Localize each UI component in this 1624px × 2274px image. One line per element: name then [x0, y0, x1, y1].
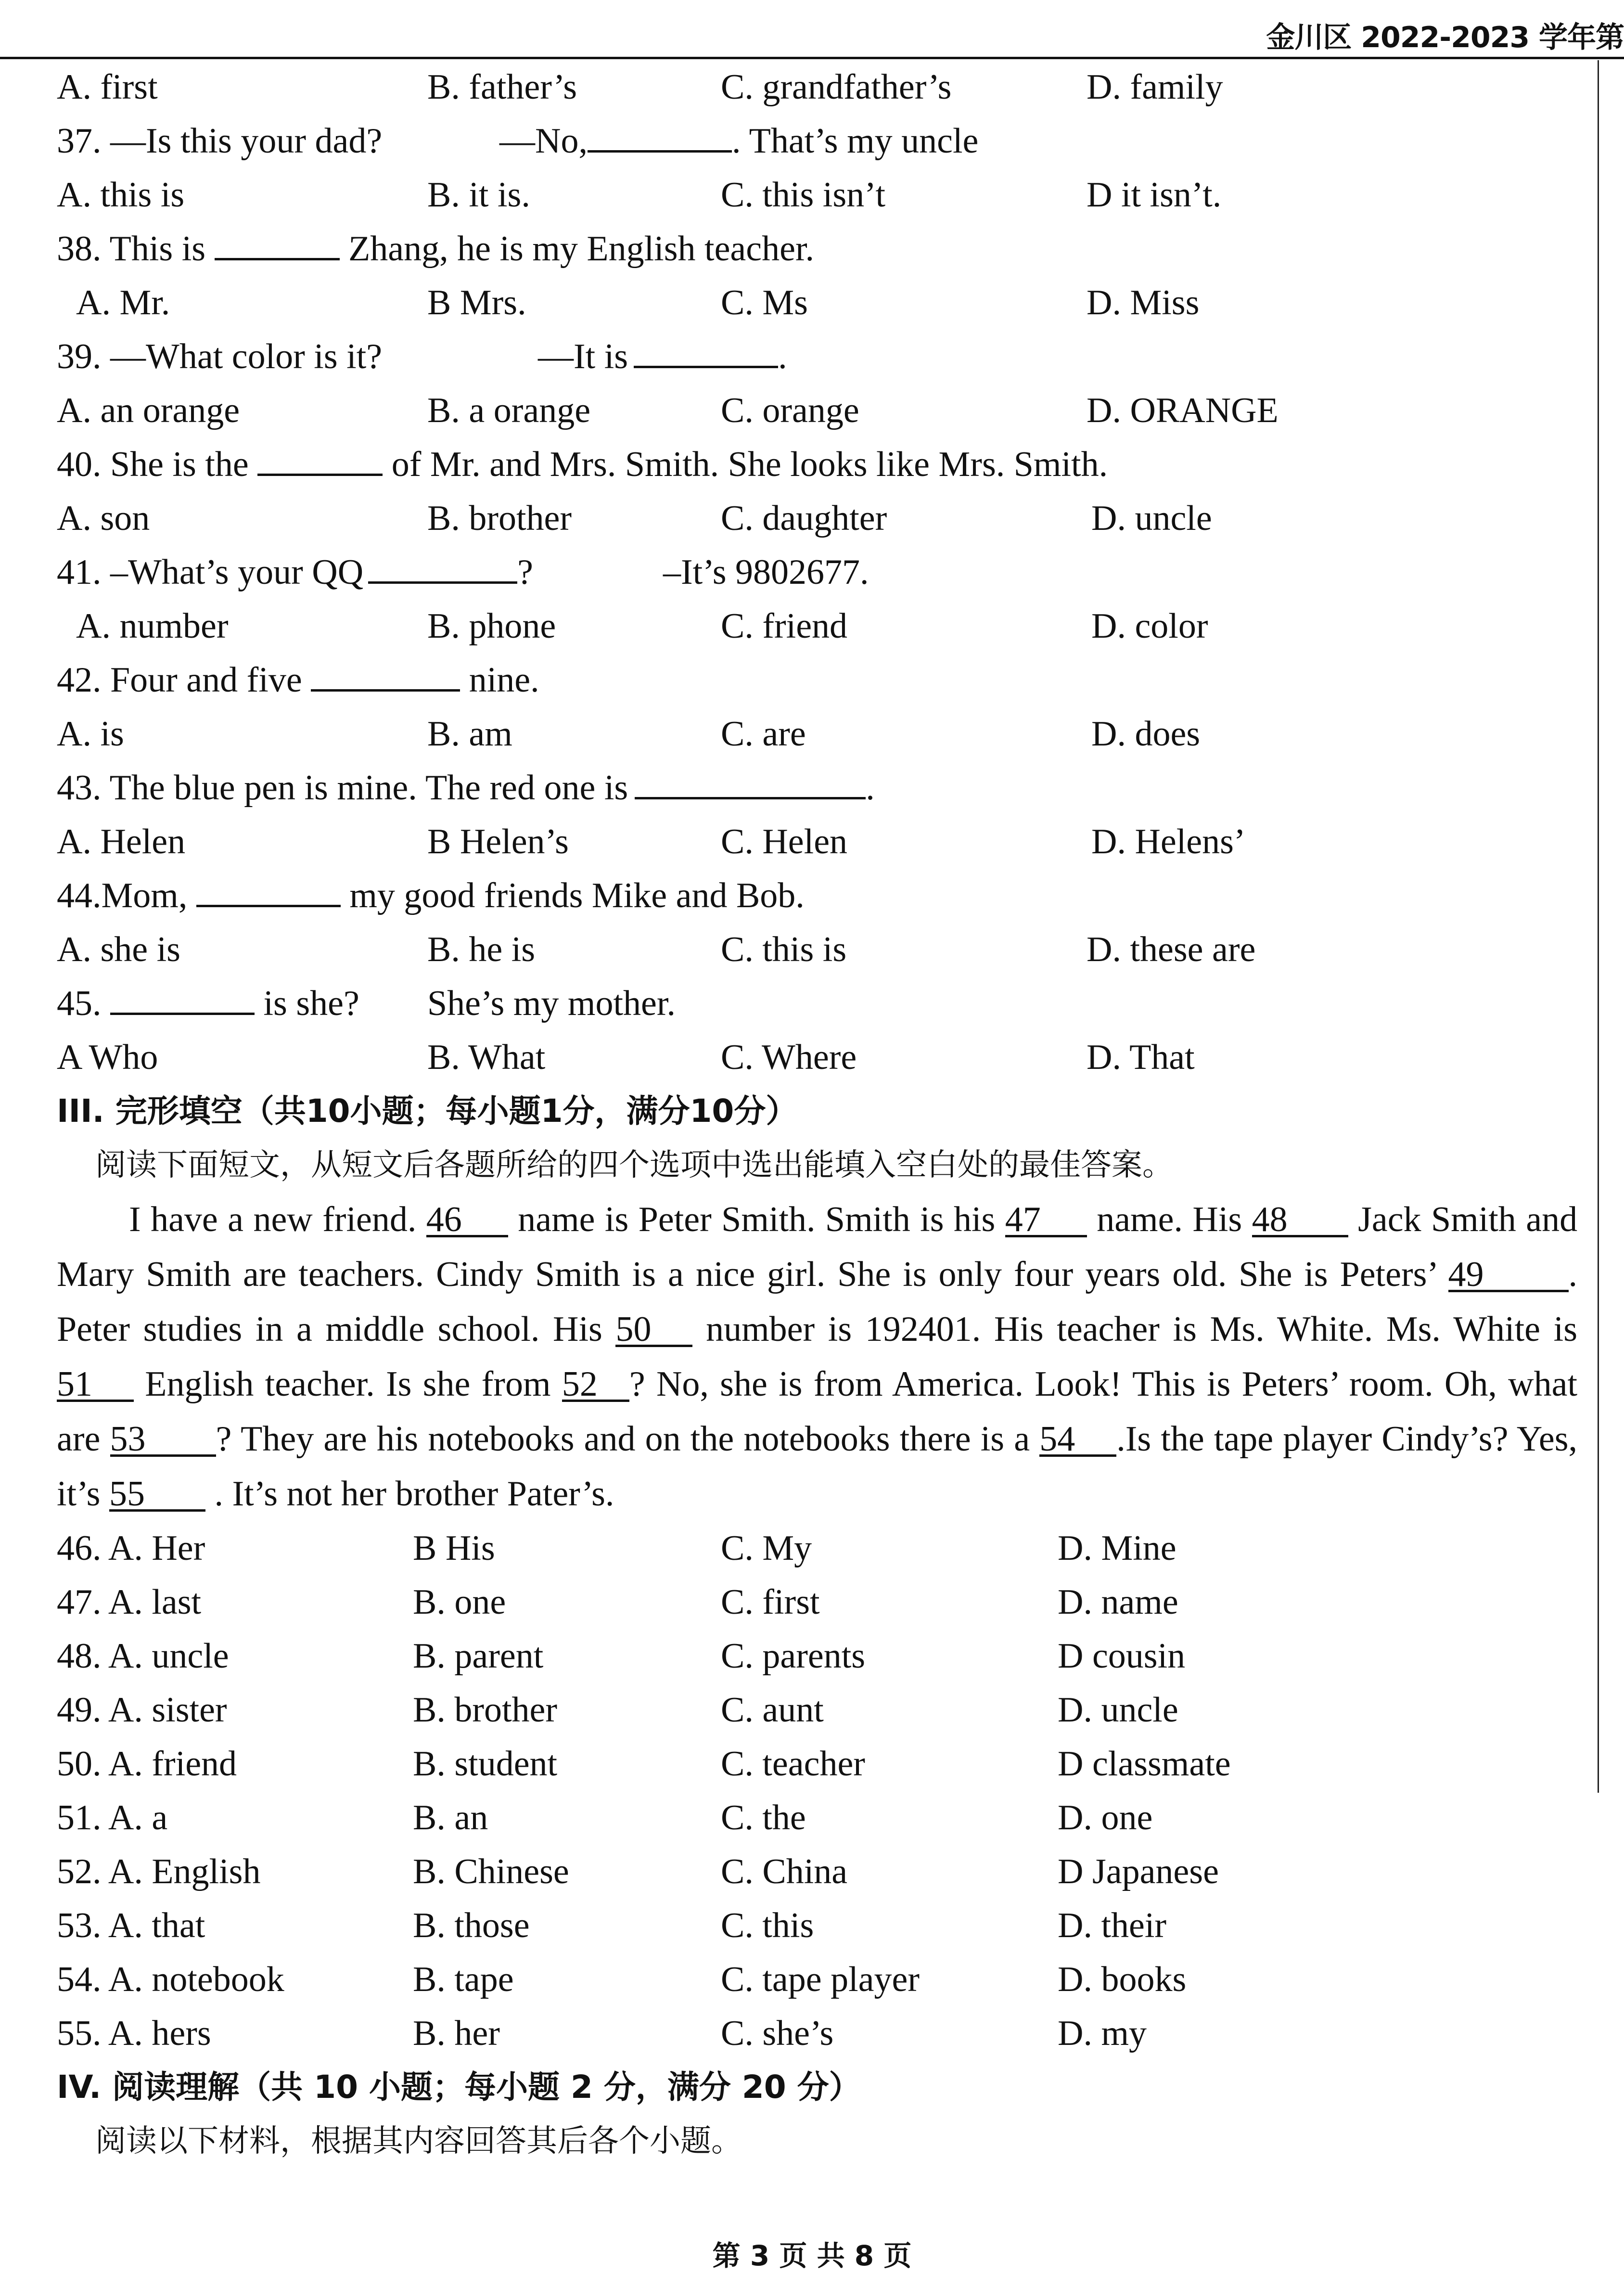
- question-45-options: [57, 1030, 1577, 1084]
- option-c: C. Where: [721, 1038, 857, 1077]
- option-c: C. Ms: [721, 283, 808, 322]
- answer-blank[interactable]: [215, 258, 340, 260]
- option-a: A. Mr.: [76, 283, 170, 322]
- option-d: D. these are: [1087, 930, 1256, 969]
- section-4-instruction: 阅读以下材料，根据其内容回答其后各个小题。: [95, 2123, 742, 2159]
- question-43-options: [57, 815, 1577, 869]
- option-a: A Who: [57, 1038, 158, 1077]
- option-a: A. an orange: [57, 391, 240, 430]
- option-b: B. phone: [427, 606, 556, 646]
- question-41-options: [57, 599, 1577, 653]
- page-number: 第 3 页 共 8 页: [712, 2239, 912, 2272]
- blank-51[interactable]: 51: [57, 1369, 134, 1402]
- option-d: D. color: [1091, 606, 1208, 646]
- option-b: B Helen’s: [427, 822, 569, 861]
- option-a: A. son: [57, 499, 150, 538]
- blank-53[interactable]: 53: [110, 1424, 216, 1457]
- question-39-stem: 39. —What color is it? —It is .: [57, 337, 787, 376]
- cloze-50-options: 50. A. friend B. student C. teacher D classmate: [57, 1744, 1231, 1784]
- blank-54[interactable]: 54: [1039, 1424, 1116, 1457]
- option-d: D. Miss: [1087, 283, 1200, 322]
- cloze-49-options: 49. A. sister B. brother C. aunt D. uncle: [57, 1690, 1178, 1730]
- exam-content: [57, 60, 1577, 2168]
- blank-52[interactable]: 52: [562, 1369, 629, 1402]
- question-43-stem: 43. The blue pen is mine. The red one is .: [57, 768, 875, 808]
- option-d: D. family: [1087, 67, 1223, 107]
- option-a: A. she is: [57, 930, 180, 969]
- option-c: C. daughter: [721, 499, 887, 538]
- option-d: D. ORANGE: [1087, 391, 1279, 430]
- cloze-52-options: 52. A. English B. Chinese C. China D Japanese: [57, 1852, 1219, 1891]
- option-c: C. orange: [721, 391, 859, 430]
- option-a: A. Helen: [57, 822, 186, 861]
- question-45-stem: 45. is she? She’s my mother.: [57, 984, 676, 1023]
- answer-blank[interactable]: [311, 689, 460, 692]
- option-a: A. number: [76, 606, 229, 646]
- option-b: B. What: [427, 1038, 546, 1077]
- cloze-51-options: 51. A. a B. an C. the D. one: [57, 1798, 1153, 1837]
- option-a: A. is: [57, 714, 124, 754]
- blank-55[interactable]: 55: [109, 1478, 205, 1512]
- option-d: D. Helens’: [1091, 822, 1246, 861]
- option-c: C. this isn’t: [721, 175, 885, 215]
- question-38-stem: 38. This is Zhang, he is my English teacher.: [57, 229, 815, 269]
- answer-blank[interactable]: [368, 581, 517, 584]
- blank-46[interactable]: 46: [426, 1204, 508, 1237]
- cloze-48-options: 48. A. uncle B. parent C. parents D cousin: [57, 1636, 1186, 1676]
- blank-50[interactable]: 50: [615, 1314, 692, 1347]
- answer-blank[interactable]: [257, 474, 383, 476]
- option-b: B. father’s: [427, 67, 577, 107]
- section-3-instruction: 阅读下面短文，从短文后各题所给的四个选项中选出能填入空白处的最佳答案。: [95, 1147, 1173, 1183]
- question-37-stem: 37. —Is this your dad? —No, . That’s my uncle: [57, 121, 979, 161]
- question-44-stem: 44.Mom, my good friends Mike and Bob.: [57, 876, 805, 915]
- header-divider: [0, 57, 1624, 59]
- option-c: C. friend: [721, 606, 848, 646]
- option-d: D. does: [1091, 714, 1201, 754]
- blank-48[interactable]: 48: [1252, 1204, 1348, 1237]
- cloze-53-options: 53. A. that B. those C. this D. their: [57, 1906, 1167, 1945]
- section-3-title: III. 完形填空（共10小题；每小题1分，满分10分）: [57, 1092, 798, 1130]
- question-40-options: [57, 491, 1577, 545]
- option-a: A. this is: [57, 175, 185, 215]
- cloze-options: [57, 1521, 1577, 2060]
- option-c: C. this is: [721, 930, 847, 969]
- option-b: B. brother: [427, 499, 572, 538]
- option-b: B. am: [427, 714, 512, 754]
- question-44-options: [57, 923, 1577, 976]
- section-4-title: IV. 阅读理解（共 10 小题；每小题 2 分，满分 20 分）: [57, 2068, 861, 2106]
- question-42-options: [57, 707, 1577, 761]
- option-d: D. That: [1087, 1038, 1195, 1077]
- answer-blank[interactable]: [635, 797, 866, 799]
- answer-blank[interactable]: [196, 905, 341, 907]
- margin-line: [1598, 60, 1599, 1793]
- blank-49[interactable]: 49: [1448, 1259, 1569, 1292]
- option-c: C. Helen: [721, 822, 848, 861]
- option-b: B. it is.: [427, 175, 530, 215]
- option-b: B. he is: [427, 930, 536, 969]
- option-c: C. are: [721, 714, 806, 754]
- option-d: D it isn’t.: [1087, 175, 1222, 215]
- cloze-46-options: 46. A. Her B His C. My D. Mine: [57, 1529, 1176, 1568]
- question-38-options: [57, 276, 1577, 330]
- answer-blank[interactable]: [634, 366, 778, 368]
- question-40-stem: 40. She is the of Mr. and Mrs. Smith. She looks like Mrs. Smith.: [57, 445, 1108, 484]
- question-42-stem: 42. Four and five nine.: [57, 660, 539, 700]
- cloze-54-options: 54. A. notebook B. tape C. tape player D. books: [57, 1960, 1187, 1999]
- answer-blank[interactable]: [110, 1013, 255, 1015]
- question-37-options: [57, 168, 1577, 222]
- exam-header-title: 金川区 2022-2023 学年第: [1266, 21, 1624, 54]
- option-b: B. a orange: [427, 391, 591, 430]
- question-41-stem: 41. –What’s your QQ ? –It’s 9802677.: [57, 552, 869, 592]
- option-d: D. uncle: [1091, 499, 1212, 538]
- cloze-47-options: 47. A. last B. one C. first D. name: [57, 1582, 1178, 1622]
- option-a: A. first: [57, 67, 158, 107]
- answer-blank[interactable]: [588, 150, 732, 153]
- option-c: C. grandfather’s: [721, 67, 952, 107]
- option-b: B Mrs.: [427, 283, 526, 322]
- blank-47[interactable]: 47: [1005, 1204, 1087, 1237]
- question-36-options: [57, 60, 1577, 114]
- cloze-passage: I have a new friend. 46 name is Peter Smith. Smith is his 47 name. His 48 Jack Smith and Mary Smith are teachers. Cindy Smith is a nice girl. She is only four years old. She is Peters’ 49 . Peter studies in a middle school. His 50 number is 192401. His teacher is Ms. White. Ms. White is 51 English teacher. Is she from 52 ? No, she is from America. Look! This is Peters’ room. Oh, what are 53 ? They are his notebooks and on the notebooks there is a 54 .Is the tape player Cindy’s? Yes, it’s 55 . It’s not her brother Pater’s.: [57, 1200, 1578, 1514]
- question-39-options: [57, 384, 1577, 437]
- cloze-55-options: 55. A. hers B. her C. she’s D. my: [57, 2014, 1147, 2053]
